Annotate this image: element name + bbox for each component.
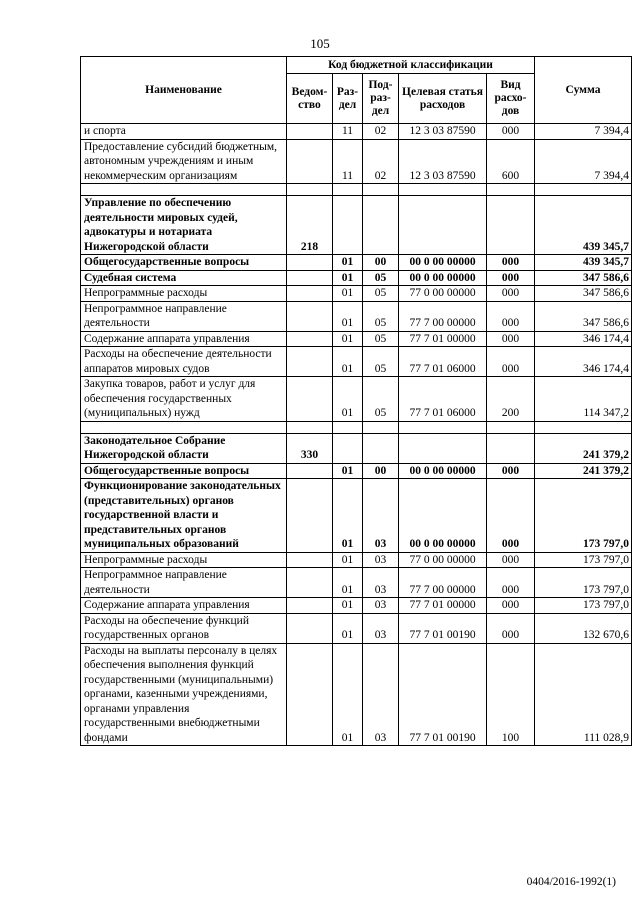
row-type-cell: 600 <box>487 139 535 184</box>
row-razdel-cell: 01 <box>333 568 363 598</box>
row-target-cell: 12 3 03 87590 <box>399 139 487 184</box>
table-row <box>81 568 632 598</box>
row-dept-cell <box>287 331 333 347</box>
row-name-cell: Управление по обеспечению деятельности мировых судей, адвокатуры и нотариата Нижегородской области <box>81 196 287 255</box>
row-sum-cell: 114 347,2 <box>535 377 632 422</box>
table-row <box>81 433 632 463</box>
row-dept-cell: 218 <box>287 196 333 255</box>
spacer-cell <box>363 421 399 433</box>
row-podrazdel-cell: 05 <box>363 286 399 302</box>
row-razdel-cell: 01 <box>333 463 363 479</box>
row-sum-cell: 241 379,2 <box>535 433 632 463</box>
row-name-cell: Общегосударственные вопросы <box>81 463 287 479</box>
row-podrazdel-cell: 00 <box>363 463 399 479</box>
header-name: Наименование <box>81 57 287 124</box>
row-podrazdel-cell: 05 <box>363 331 399 347</box>
table-row <box>81 255 632 271</box>
header-dept: Ведом-ство <box>287 74 333 124</box>
table-row <box>81 598 632 614</box>
row-sum-cell: 173 797,0 <box>535 598 632 614</box>
document-code: 0404/2016-1992(1) <box>526 876 616 888</box>
table-body <box>81 124 632 746</box>
row-podrazdel-cell: 03 <box>363 552 399 568</box>
row-podrazdel-cell: 05 <box>363 347 399 377</box>
row-type-cell: 000 <box>487 331 535 347</box>
row-razdel-cell: 01 <box>333 552 363 568</box>
budget-table <box>80 56 632 746</box>
row-razdel-cell: 01 <box>333 270 363 286</box>
row-dept-cell <box>287 124 333 140</box>
row-target-cell: 77 7 01 06000 <box>399 347 487 377</box>
table-row <box>81 196 632 255</box>
row-target-cell: 77 0 00 00000 <box>399 552 487 568</box>
row-type-cell: 000 <box>487 568 535 598</box>
row-dept-cell <box>287 377 333 422</box>
row-razdel-cell: 11 <box>333 124 363 140</box>
row-dept-cell <box>287 463 333 479</box>
row-type-cell: 000 <box>487 347 535 377</box>
row-razdel-cell: 01 <box>333 347 363 377</box>
table-row <box>81 552 632 568</box>
row-target-cell: 12 3 03 87590 <box>399 124 487 140</box>
row-target-cell <box>399 433 487 463</box>
row-dept-cell <box>287 255 333 271</box>
row-podrazdel-cell: 03 <box>363 479 399 553</box>
row-target-cell: 77 7 01 00190 <box>399 643 487 746</box>
row-razdel-cell: 01 <box>333 479 363 553</box>
row-name-cell: Законодательное Собрание Нижегородской области <box>81 433 287 463</box>
row-razdel-cell: 01 <box>333 331 363 347</box>
row-type-cell: 000 <box>487 124 535 140</box>
row-dept-cell <box>287 479 333 553</box>
row-razdel-cell <box>333 433 363 463</box>
row-sum-cell: 347 586,6 <box>535 286 632 302</box>
spacer-cell <box>487 421 535 433</box>
row-razdel-cell: 01 <box>333 598 363 614</box>
row-sum-cell: 173 797,0 <box>535 552 632 568</box>
row-sum-cell: 346 174,4 <box>535 331 632 347</box>
spacer-cell <box>81 421 287 433</box>
row-sum-cell: 439 345,7 <box>535 255 632 271</box>
table-row <box>81 463 632 479</box>
row-name-cell: Общегосударственные вопросы <box>81 255 287 271</box>
row-podrazdel-cell: 02 <box>363 139 399 184</box>
row-podrazdel-cell: 02 <box>363 124 399 140</box>
row-podrazdel-cell: 03 <box>363 643 399 746</box>
row-name-cell: Непрограммные расходы <box>81 286 287 302</box>
row-sum-cell: 439 345,7 <box>535 196 632 255</box>
table-row <box>81 347 632 377</box>
row-target-cell: 77 7 00 00000 <box>399 301 487 331</box>
row-name-cell: Непрограммное направление деятельности <box>81 568 287 598</box>
row-name-cell: Содержание аппарата управления <box>81 331 287 347</box>
table-spacer-row <box>81 184 632 196</box>
row-target-cell: 77 7 01 06000 <box>399 377 487 422</box>
row-sum-cell: 347 586,6 <box>535 301 632 331</box>
row-podrazdel-cell: 05 <box>363 301 399 331</box>
row-dept-cell <box>287 552 333 568</box>
row-type-cell: 000 <box>487 270 535 286</box>
table-row <box>81 270 632 286</box>
row-type-cell: 000 <box>487 613 535 643</box>
row-sum-cell: 132 670,6 <box>535 613 632 643</box>
row-target-cell: 77 7 01 00000 <box>399 331 487 347</box>
spacer-cell <box>363 184 399 196</box>
row-type-cell: 000 <box>487 301 535 331</box>
row-dept-cell <box>287 139 333 184</box>
row-name-cell: Закупка товаров, работ и услуг для обеспечения государственных (муниципальных) нужд <box>81 377 287 422</box>
row-sum-cell: 241 379,2 <box>535 463 632 479</box>
spacer-cell <box>81 184 287 196</box>
table-row <box>81 139 632 184</box>
row-target-cell: 77 0 00 00000 <box>399 286 487 302</box>
row-dept-cell <box>287 598 333 614</box>
table-row <box>81 124 632 140</box>
row-podrazdel-cell: 03 <box>363 613 399 643</box>
row-podrazdel-cell <box>363 196 399 255</box>
row-type-cell: 000 <box>487 463 535 479</box>
row-name-cell: Расходы на выплаты персоналу в целях обеспечения выполнения функций государственными (муниципальными) органами, казенными учреждениями, органами управления государственными внебюджетными фондами <box>81 643 287 746</box>
row-target-cell: 00 0 00 00000 <box>399 255 487 271</box>
row-dept-cell <box>287 270 333 286</box>
page-number: 105 <box>310 36 330 51</box>
spacer-cell <box>333 421 363 433</box>
row-razdel-cell: 01 <box>333 255 363 271</box>
row-sum-cell: 7 394,4 <box>535 124 632 140</box>
spacer-cell <box>287 421 333 433</box>
row-target-cell: 00 0 00 00000 <box>399 463 487 479</box>
spacer-cell <box>535 421 632 433</box>
row-sum-cell: 347 586,6 <box>535 270 632 286</box>
header-sum: Сумма <box>535 57 632 124</box>
row-razdel-cell: 11 <box>333 139 363 184</box>
row-podrazdel-cell <box>363 433 399 463</box>
row-target-cell: 77 7 01 00190 <box>399 613 487 643</box>
table-row <box>81 613 632 643</box>
table-row <box>81 377 632 422</box>
row-razdel-cell: 01 <box>333 613 363 643</box>
row-type-cell: 100 <box>487 643 535 746</box>
header-code-group: Код бюджетной классификации <box>287 57 535 74</box>
row-sum-cell: 7 394,4 <box>535 139 632 184</box>
row-name-cell: Предоставление субсидий бюджетным, автономным учреждениям и иным некоммерческим организациям <box>81 139 287 184</box>
header-type: Вид расхо-дов <box>487 74 535 124</box>
row-sum-cell: 111 028,9 <box>535 643 632 746</box>
row-dept-cell <box>287 347 333 377</box>
table-row <box>81 331 632 347</box>
row-razdel-cell: 01 <box>333 301 363 331</box>
row-podrazdel-cell: 03 <box>363 598 399 614</box>
row-target-cell: 00 0 00 00000 <box>399 270 487 286</box>
row-sum-cell: 173 797,0 <box>535 568 632 598</box>
row-type-cell: 200 <box>487 377 535 422</box>
row-podrazdel-cell: 05 <box>363 270 399 286</box>
table-row <box>81 301 632 331</box>
spacer-cell <box>399 184 487 196</box>
row-dept-cell <box>287 613 333 643</box>
row-name-cell: Расходы на обеспечение деятельности аппаратов мировых судов <box>81 347 287 377</box>
table-row <box>81 479 632 553</box>
row-type-cell: 000 <box>487 552 535 568</box>
spacer-cell <box>535 184 632 196</box>
spacer-cell <box>333 184 363 196</box>
row-type-cell: 000 <box>487 598 535 614</box>
row-podrazdel-cell: 05 <box>363 377 399 422</box>
row-podrazdel-cell: 03 <box>363 568 399 598</box>
header-razdel: Раз-дел <box>333 74 363 124</box>
spacer-cell <box>399 421 487 433</box>
row-name-cell: Непрограммные расходы <box>81 552 287 568</box>
row-dept-cell <box>287 301 333 331</box>
row-razdel-cell: 01 <box>333 377 363 422</box>
row-target-cell: 77 7 00 00000 <box>399 568 487 598</box>
row-razdel-cell: 01 <box>333 643 363 746</box>
row-type-cell: 000 <box>487 479 535 553</box>
row-type-cell <box>487 196 535 255</box>
row-dept-cell <box>287 286 333 302</box>
row-type-cell: 000 <box>487 286 535 302</box>
header-target: Целевая статья расходов <box>399 74 487 124</box>
spacer-cell <box>287 184 333 196</box>
header-podrazdel: Под-раз-дел <box>363 74 399 124</box>
row-razdel-cell: 01 <box>333 286 363 302</box>
row-name-cell: Расходы на обеспечение функций государственных органов <box>81 613 287 643</box>
row-target-cell <box>399 196 487 255</box>
table-row <box>81 643 632 746</box>
row-dept-cell <box>287 568 333 598</box>
row-sum-cell: 173 797,0 <box>535 479 632 553</box>
spacer-cell <box>487 184 535 196</box>
row-name-cell: и спорта <box>81 124 287 140</box>
row-sum-cell: 346 174,4 <box>535 347 632 377</box>
row-dept-cell <box>287 643 333 746</box>
row-name-cell: Функционирование законодательных (представительных) органов государственной власти и представительных органов муниципальных образований <box>81 479 287 553</box>
row-razdel-cell <box>333 196 363 255</box>
row-type-cell: 000 <box>487 255 535 271</box>
row-name-cell: Судебная система <box>81 270 287 286</box>
row-target-cell: 77 7 01 00000 <box>399 598 487 614</box>
row-name-cell: Содержание аппарата управления <box>81 598 287 614</box>
row-target-cell: 00 0 00 00000 <box>399 479 487 553</box>
table-row <box>81 286 632 302</box>
table-spacer-row <box>81 421 632 433</box>
row-name-cell: Непрограммное направление деятельности <box>81 301 287 331</box>
row-type-cell <box>487 433 535 463</box>
row-dept-cell: 330 <box>287 433 333 463</box>
row-podrazdel-cell: 00 <box>363 255 399 271</box>
